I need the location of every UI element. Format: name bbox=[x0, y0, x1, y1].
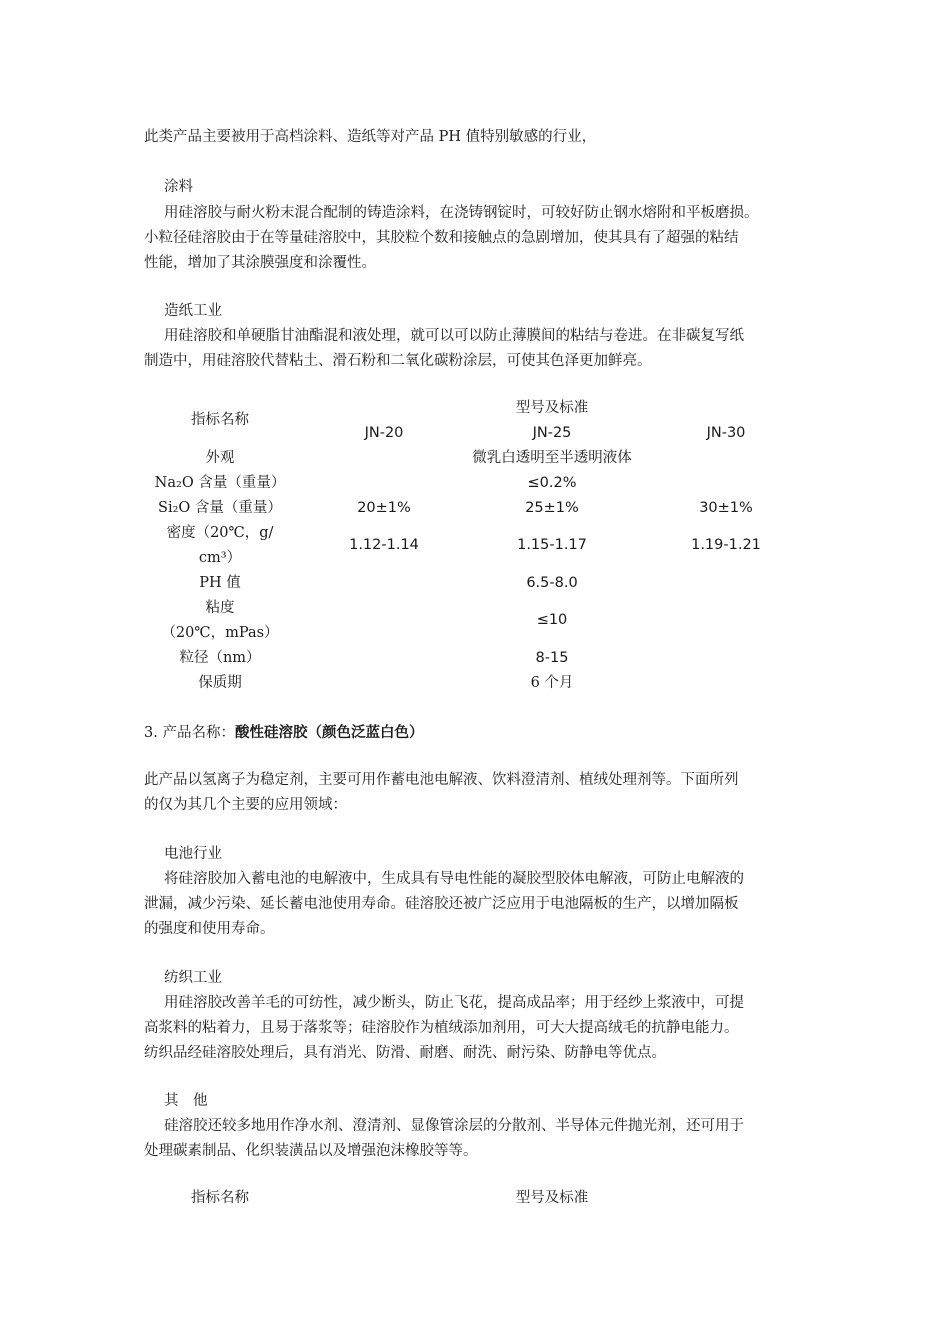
row-value: 25±1% bbox=[525, 500, 579, 516]
row-label: 外观 bbox=[205, 450, 235, 466]
paragraph-line: 高浆料的粘着力，且易于落浆等；硅溶胶作为植绒添加剂用，可大大提高绒毛的抗静电能力。 bbox=[144, 1020, 739, 1036]
paragraph-line: 泄漏，减少污染、延长蓄电池使用寿命。硅溶胶还被广泛应用于电池隔板的生产，以增加隔板 bbox=[144, 896, 739, 912]
section-heading-paper: 造纸工业 bbox=[164, 303, 222, 319]
row-value: 1.15-1.17 bbox=[517, 537, 587, 553]
paragraph-line: 此产品以氢离子为稳定剂，主要可用作蓄电池电解液、饮料澄清剂、植绒处理剂等。下面所列 bbox=[144, 772, 739, 788]
model-header: JN-25 bbox=[532, 425, 572, 441]
paragraph-line: 制造中，用硅溶胶代替粘土、滑石粉和二氧化碳粉涂层，可使其色泽更加鲜亮。 bbox=[144, 353, 652, 369]
paragraph-line: 的强度和使用寿命。 bbox=[144, 921, 275, 937]
row-value: ≤10 bbox=[536, 612, 568, 628]
paragraph-line: 用硅溶胶改善羊毛的可纺性，减少断头，防止飞花，提高成品率；用于经纱上浆液中，可提 bbox=[164, 995, 744, 1011]
section-heading-coating: 涂料 bbox=[164, 179, 193, 195]
table-header-name: 指标名称 bbox=[191, 1190, 249, 1206]
product-title bbox=[144, 720, 423, 746]
model-header: JN-20 bbox=[364, 425, 404, 441]
row-label: PH 值 bbox=[199, 575, 241, 591]
row-value: 6 个月 bbox=[530, 675, 574, 691]
table-header-name: 指标名称 bbox=[191, 412, 249, 428]
section-heading-battery: 电池行业 bbox=[164, 846, 222, 862]
paragraph-line: 用硅溶胶和单硬脂甘油酯混和液处理，就可以可以防止薄膜间的粘结与卷进。在非碳复写纸 bbox=[164, 328, 744, 344]
row-label: 保质期 bbox=[198, 675, 242, 691]
paragraph-line: 将硅溶胶加入蓄电池的电解液中，生成具有导电性能的凝胶型胶体电解液，可防止电解液的 bbox=[164, 871, 744, 887]
paragraph-line: 纺织品经硅溶胶处理后，具有消光、防滑、耐磨、耐洗、耐污染、防静电等优点。 bbox=[144, 1045, 666, 1061]
section-heading-textile: 纺织工业 bbox=[164, 970, 222, 986]
row-value: 微乳白透明至半透明液体 bbox=[472, 450, 632, 466]
row-label: 粘度 bbox=[205, 600, 235, 616]
row-value: ≤0.2% bbox=[527, 475, 577, 491]
product-prefix: 3. 产品名称： bbox=[144, 725, 235, 741]
paragraph-line: 小粒径硅溶胶由于在等量硅溶胶中，其胶粒个数和接触点的急剧增加，使其具有了超强的粘结 bbox=[144, 230, 739, 246]
table-header-group: 型号及标准 bbox=[515, 1190, 589, 1206]
row-label: 密度（20℃，g/ bbox=[166, 525, 274, 541]
paragraph-line: 性能，增加了其涂膜强度和涂覆性。 bbox=[144, 255, 376, 271]
paragraph-line: 硅溶胶还较多地用作净水剂、澄清剂、显像管涂层的分散剂、半导体元件抛光剂，还可用于 bbox=[164, 1118, 744, 1134]
row-value: 30±1% bbox=[699, 500, 753, 516]
row-value: 1.12-1.14 bbox=[349, 537, 419, 553]
row-label: Si₂O 含量（重量） bbox=[158, 500, 282, 516]
row-value: 1.19-1.21 bbox=[691, 537, 761, 553]
model-header: JN-30 bbox=[706, 425, 746, 441]
product-name: 酸性硅溶胶（颜色泛蓝白色） bbox=[234, 724, 424, 741]
paragraph-line: 处理碳素制品、化织装潢品以及增强泡沫橡胶等等。 bbox=[144, 1143, 478, 1159]
row-label: 粒径（nm） bbox=[179, 650, 261, 666]
row-label: Na₂O 含量（重量） bbox=[154, 475, 286, 491]
row-value: 6.5-8.0 bbox=[526, 575, 578, 591]
table-header-group: 型号及标准 bbox=[515, 400, 589, 416]
intro-line: 此类产品主要被用于高档涂料、造纸等对产品 PH 值特别敏感的行业， bbox=[144, 129, 597, 145]
paragraph-line: 的仅为其几个主要的应用领域： bbox=[144, 797, 347, 813]
section-heading-other: 其 他 bbox=[164, 1093, 208, 1109]
row-value: 8-15 bbox=[535, 650, 569, 666]
row-value: 20±1% bbox=[357, 500, 411, 516]
row-label: cm³） bbox=[198, 550, 242, 566]
paragraph-line: 用硅溶胶与耐火粉末混合配制的铸造涂料，在浇铸钢锭时，可较好防止钢水熔附和平板磨损。 bbox=[164, 205, 759, 221]
row-label: （20℃，mPas） bbox=[161, 625, 279, 641]
